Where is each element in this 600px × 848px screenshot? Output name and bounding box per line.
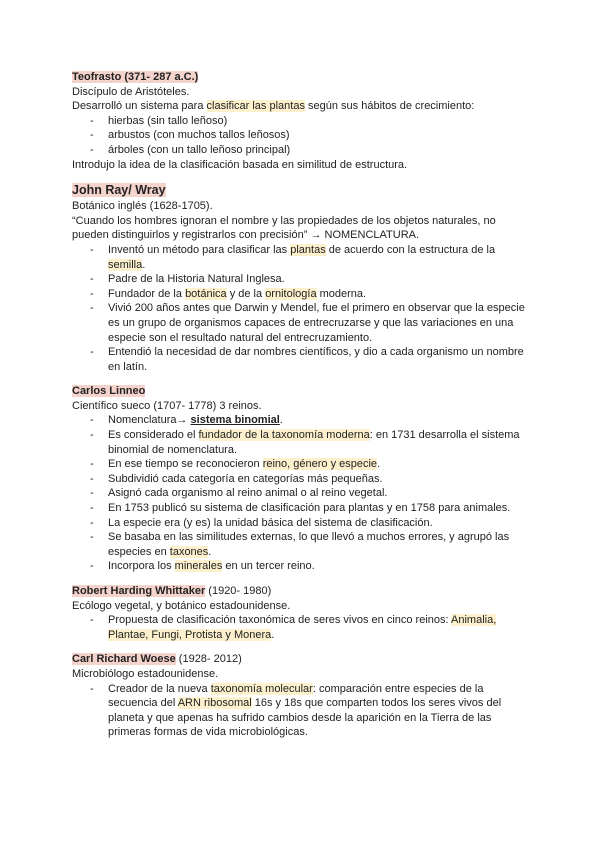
text-span: Creador de la nueva [108, 682, 211, 695]
text-span: . [377, 458, 381, 471]
text-span: Es considerado el [108, 429, 199, 442]
document-content [72, 70, 532, 740]
section-title: Robert Harding Whittaker [72, 585, 206, 597]
list-item [90, 613, 532, 642]
highlight: Animalia, Plantae, Fungi, Protista y Monera [108, 614, 497, 641]
text-span: En ese tiempo se reconocieron [108, 458, 263, 471]
text-span: . [279, 414, 283, 427]
text-span: de acuerdo con la estructura de la [325, 243, 496, 256]
list-item: - La especie era (y es) la unidad básica del sistema de clasificación. [90, 516, 532, 531]
text-span: Fundador de la [108, 287, 186, 300]
list-item [90, 428, 532, 457]
section-title: Teofrasto (371- 287 a.C.) [72, 71, 199, 83]
text-line: Introdujo la idea de la clasificación basada en similitud de estructura. [72, 158, 408, 171]
bullet-list [72, 413, 532, 574]
text-span: Desarrolló un sistema para [72, 100, 207, 113]
text-span: según sus hábitos de crecimiento: [304, 100, 475, 113]
quote-text: “Cuando los hombres ignoran el nombre y las propiedades de los objetos naturales, no pueden distinguirlos y registrarlos con precisión” → NOMENCLATURA. [72, 214, 496, 242]
text-span: Nomenclatura→ [108, 414, 191, 427]
section-title: Carlos Linneo [72, 385, 146, 398]
list-item: - En 1753 publicó su sistema de clasificación para plantas y en 1758 para animales. [90, 501, 532, 516]
list-item [90, 530, 532, 559]
highlight: fundador de la taxonomía moderna [198, 429, 370, 442]
text-span: 16s y 18s que comparten todos los seres vivos del planeta y que apenas ha sufrido cambios desde la aparición en la Tierra de las primeras formas de vida microbiológicas. [108, 697, 502, 739]
highlight: botánica [185, 287, 227, 300]
section-title: John Ray/ Wray [72, 183, 166, 198]
highlight: plantas [290, 243, 326, 256]
list-item: - hierbas (sin tallo leñoso) [90, 114, 532, 129]
list-item: - Asignó cada organismo al reino animal o al reino vegetal. [90, 486, 532, 501]
section-john-ray [72, 182, 532, 374]
list-item [90, 559, 532, 574]
list-item [90, 457, 532, 472]
text-span: : comparación entre especies de la secuencia del [108, 682, 484, 710]
list-item: - árboles (con un tallo leñoso principal) [90, 143, 532, 158]
list-item: - Entendió la necesidad de dar nombres científicos, y dio a cada organismo un nombre en latín. [90, 345, 532, 374]
text-span: . [271, 628, 275, 641]
bullet-list [72, 114, 532, 158]
section-whittaker [72, 584, 532, 642]
text-line: Botánico inglés (1628-1705). [72, 200, 213, 213]
title-dates: (1928- 2012) [175, 653, 242, 666]
text-span: Inventó un método para clasificar las [108, 243, 291, 256]
section-woese [72, 652, 532, 740]
text-span: . [142, 258, 146, 271]
title-dates: (1920- 1980) [205, 585, 272, 597]
list-item: - Padre de la Historia Natural Inglesa. [90, 272, 532, 287]
list-item: - Vivió 200 años antes que Darwin y Mendel, fue el primero en observar que la especie es un grupo de organismos capaces de entrecruzarse y que las variaciones en una especie son el resultado natural del entrecruzamiento. [90, 301, 532, 345]
text-span: en un tercer reino. [222, 560, 315, 573]
text-span: . [208, 545, 212, 558]
highlight: ARN ribosomal [177, 697, 252, 710]
highlight: minerales [174, 560, 223, 573]
section-title: Carl Richard Woese [72, 653, 176, 666]
bullet-list [72, 682, 532, 740]
highlight: taxonomía molecular [210, 682, 313, 695]
highlight: clasificar las plantas [206, 100, 305, 113]
text-line: Ecólogo vegetal, y botánico estadounidense. [72, 599, 291, 612]
text-span: : en 1731 desarrolla el sistema binomial de nomenclatura. [108, 429, 520, 456]
text-line: Microbiólogo estadounidense. [72, 667, 219, 680]
highlight: reino, género y especie [262, 458, 378, 471]
text-line: Discípulo de Aristóteles. [72, 85, 190, 98]
text-span: Propuesta de clasificación taxonómica de seres vivos en cinco reinos: [108, 614, 452, 627]
text-span: Incorpora los [108, 560, 175, 573]
list-item [90, 287, 532, 302]
bullet-list [72, 243, 532, 374]
highlight: ornitología [265, 287, 317, 300]
text-span: moderna. [316, 287, 367, 300]
list-item: - Subdividió cada categoría en categorías más pequeñas. [90, 472, 532, 487]
list-item [90, 243, 532, 272]
list-item [90, 682, 532, 740]
highlight: taxones [169, 545, 209, 558]
text-span: Se basaba en las similitudes externas, lo que llevó a muchos errores, y agrupó las especies en [108, 531, 510, 558]
text-span: y de la [226, 287, 266, 300]
highlight: semilla [108, 258, 143, 271]
section-carlos-linneo [72, 384, 532, 574]
text-line [72, 99, 532, 114]
bullet-list [72, 613, 532, 642]
list-item: - arbustos (con muchos tallos leñosos) [90, 128, 532, 143]
list-item [90, 413, 532, 428]
underlined-term: sistema binomial [190, 414, 280, 427]
text-line: Científico sueco (1707- 1778) 3 reinos. [72, 399, 262, 412]
section-teofrasto [72, 70, 532, 172]
